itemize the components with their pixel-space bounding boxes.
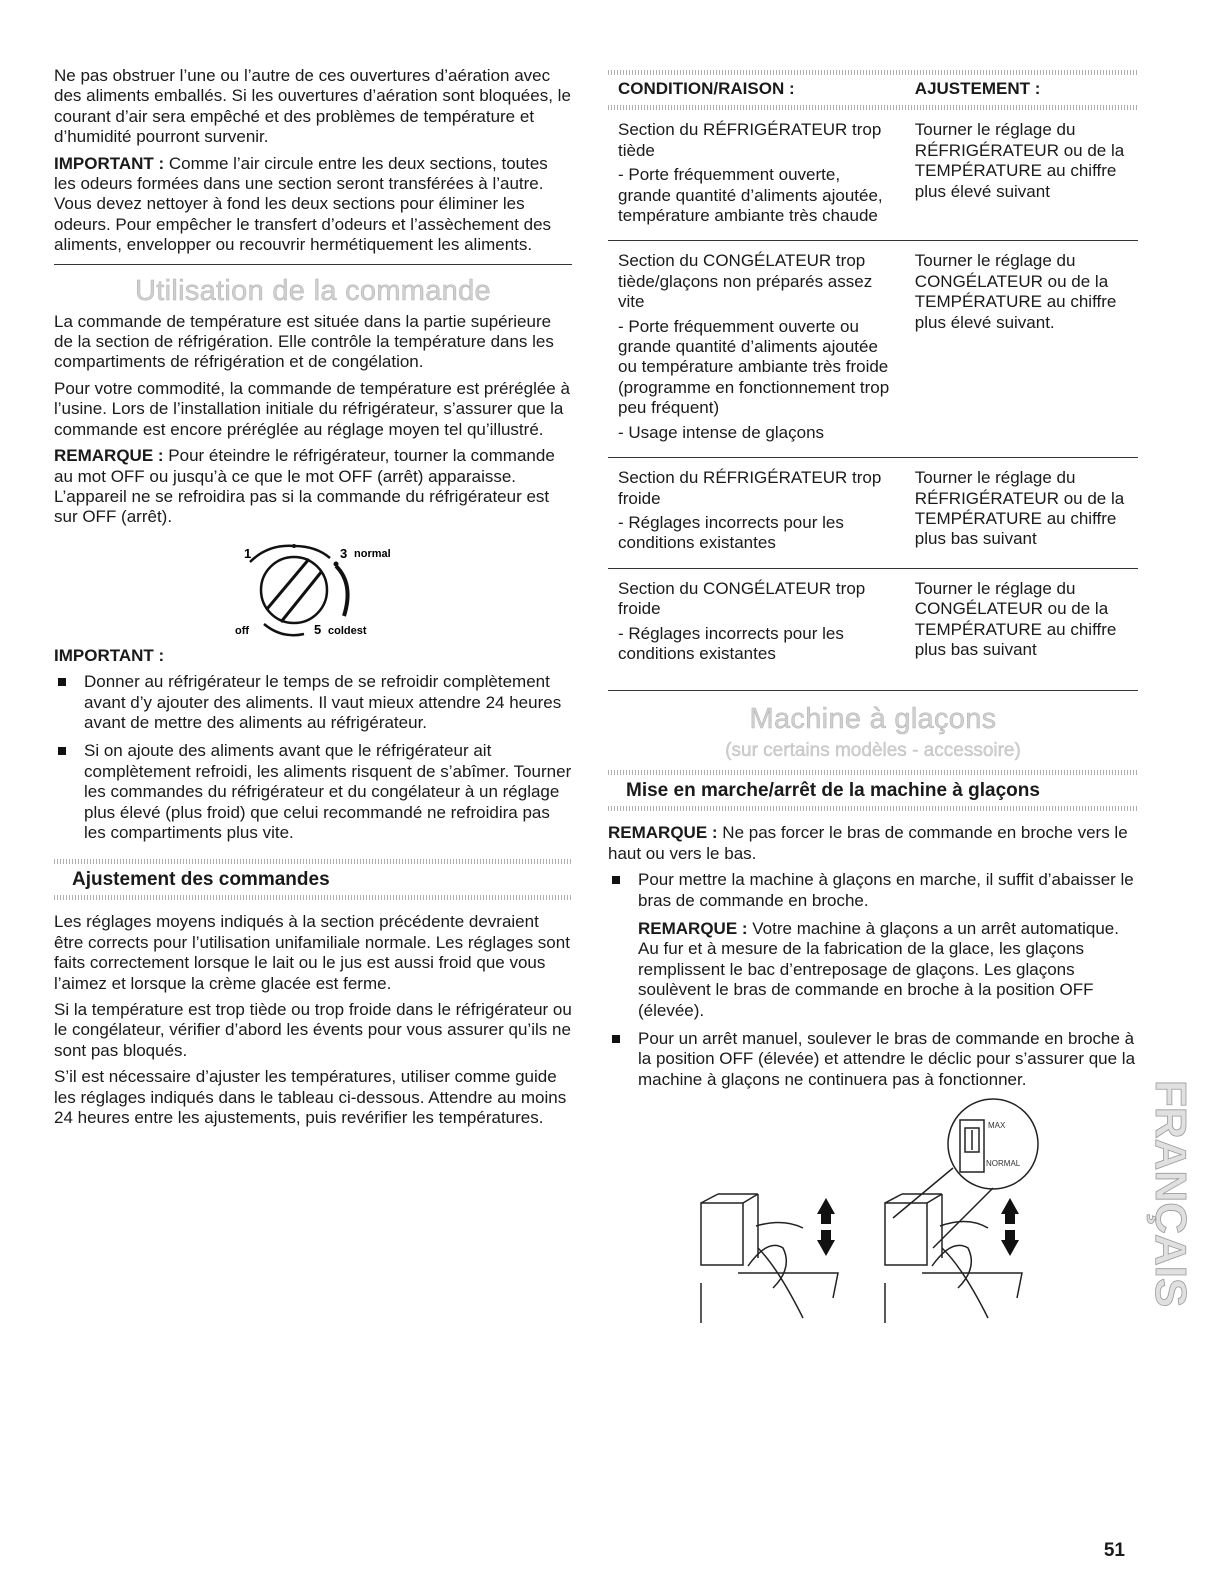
table-row [608, 568, 1138, 691]
table-row [608, 458, 1138, 569]
temperature-dial-illustration [54, 534, 572, 644]
illus-label-max: MAX [988, 1121, 1006, 1131]
icemaker-bullets [608, 870, 1138, 1090]
right-column [608, 70, 1138, 1328]
left-column [54, 66, 572, 1134]
vent-warning-paragraph: Ne pas obstruer l’une ou l’autre de ces ouvertures d’aération avec des aliments emballés. Si les ouvertures d’aération sont bloquées, le courant d’air sera empêché et des problèmes de température et d’humidité pourront survenir. [54, 66, 571, 147]
reason-cell: - Réglages incorrects pour les conditions existantes [618, 512, 844, 553]
condition-cell: Section du RÉFRIGÉRATEUR trop tiède [618, 120, 882, 160]
important-heading: IMPORTANT : [54, 645, 165, 665]
remarque-label: REMARQUE : [54, 446, 164, 466]
language-side-tab [1146, 1080, 1195, 1340]
control-location-paragraph: La commande de température est située dans la partie supérieure de la section de réfrigération. Elle contrôle la température dans les compartiments de réfrigération et de congélation. [54, 311, 554, 372]
icemaker-arm-illustration [608, 1098, 1138, 1328]
dotted-rule [54, 895, 572, 900]
preset-paragraph: Pour votre commodité, la commande de température est préréglée à l’usine. Lors de l’installation initiale du réfrigérateur, s’assurer que la commande est encore préréglée au réglage moyen tel qu’illustré. [54, 378, 570, 439]
table-header-condition: CONDITION/RAISON : [618, 79, 795, 98]
reason-cell: - Porte fréquemment ouverte, grande quantité d’aliments ajoutée, température ambiante très chaude [618, 165, 883, 226]
table-row [608, 110, 1138, 241]
dial-icon [250, 546, 348, 635]
remarque-label: REMARQUE : [608, 823, 718, 843]
section-title-icemaker: Machine à glaçons [749, 703, 997, 736]
bullet-text: Pour mettre la machine à glaçons en marche, il suffit d’abaisser le bras de commande en broche. [638, 870, 1134, 910]
list-item [608, 870, 1138, 1021]
dial-label-coldest: coldest [328, 624, 367, 637]
condition-cell: Section du RÉFRIGÉRATEUR trop froide [618, 468, 882, 508]
dotted-rule [608, 770, 1138, 775]
adjust-paragraph-2: Si la température est trop tiède ou trop froide dans le réfrigérateur ou le congélateur, vérifier d’abord les évents pour vous assurer qu’ils ne sont pas bloqués. [54, 1000, 572, 1060]
dial-label-3: 3 [340, 545, 348, 561]
auto-stop-text: Votre machine à glaçons a un arrêt automatique. Au fur et à mesure de la fabrication de la glace, les glaçons remplissent le bac d’entreposage de glaçons. Les glaçons soulèvent le bras de commande en broche à la position OFF (élevée). [638, 918, 1119, 1020]
icemaker-note-paragraph [608, 823, 1138, 864]
dotted-rule [608, 105, 1138, 110]
important-odors-text: Comme l’air circule entre les deux sections, toutes les odeurs formées dans une section seront transférées à l’autre. Vous devez nettoyer à fond les deux sections pour éliminer les odeurs. Pour empêcher le transfert d’odeurs et l’assèchement des aliments, envelopper ou recouvrir hermétiquement les aliments. [54, 153, 552, 255]
dial-label-off: off [235, 624, 250, 637]
condition-cell: Section du CONGÉLATEUR trop tiède/glaçons non préparés assez vite [618, 251, 873, 312]
reason-cell: - Porte fréquemment ouverte ou grande quantité d’aliments ajoutée ou température ambiante très froide (programme en fonctionnement trop peu fréquent) [618, 316, 890, 418]
adjustment-cell: Tourner le réglage du CONGÉLATEUR ou de la TEMPÉRATURE au chiffre plus bas suivant [914, 578, 1117, 659]
page-number: 51 [1103, 1540, 1125, 1561]
side-tab-label: FRANÇAIS [1146, 1080, 1195, 1308]
important-bullets [54, 672, 572, 843]
adjustment-cell: Tourner le réglage du RÉFRIGÉRATEUR ou de la TEMPÉRATURE au chiffre plus élevé suivant [914, 120, 1125, 201]
table-row [608, 241, 1138, 458]
dial-label-normal: normal [354, 547, 391, 560]
dotted-rule [608, 70, 1138, 75]
divider [54, 264, 572, 265]
dotted-rule [54, 859, 572, 864]
list-item: Donner au réfrigérateur le temps de se refroidir complètement avant d’y ajouter des aliments. Il vaut mieux attendre 24 heures avant de mettre des aliments au réfrigérateur. [54, 672, 572, 733]
auto-stop-note [638, 919, 1138, 1021]
adjustment-table [608, 75, 1138, 691]
illus-label-normal: NORMAL [986, 1159, 1021, 1169]
adjust-paragraph-1: Les réglages moyens indiqués à la section précédente devraient être corrects pour l’utilisation unifamiliale normale. Les réglages sont faits correctement lorsque le lait ou le jus est aussi froid que vous l’aimez et lorsque la crème glacée est ferme. [54, 912, 570, 993]
off-note-paragraph [54, 446, 572, 528]
important-label: IMPORTANT : [54, 153, 165, 173]
list-item: Pour un arrêt manuel, soulever le bras de commande en broche à la position OFF (élevée) et attendre le déclic pour s’assurer que la machine à glaçons ne continuera pas à fonctionner. [608, 1029, 1138, 1090]
section-subtitle-icemaker: (sur certains modèles - accessoire) [725, 740, 1021, 762]
reason-cell: - Réglages incorrects pour les conditions existantes [618, 623, 844, 663]
dial-label-1: 1 [244, 545, 252, 561]
subhead-adjustments: Ajustement des commandes [72, 869, 330, 891]
section-title-control: Utilisation de la commande [135, 274, 491, 307]
dial-label-5: 5 [314, 621, 322, 637]
condition-cell: Section du CONGÉLATEUR trop froide [618, 578, 866, 619]
adjust-paragraph-3: S’il est nécessaire d’ajuster les températures, utiliser comme guide les réglages indiqués dans le tableau ci-dessous. Attendre au moins 24 heures entre les ajustements, puis revérifier les températures. [54, 1067, 567, 1128]
table-header-adjustment: AJUSTEMENT : [914, 79, 1041, 98]
dotted-rule [608, 806, 1138, 811]
reason-cell: - Usage intense de glaçons [618, 422, 825, 442]
subhead-icemaker-onoff: Mise en marche/arrêt de la machine à glaçons [626, 780, 1040, 802]
remarque-label: REMARQUE : [638, 918, 748, 938]
important-odors-paragraph [54, 154, 572, 256]
adjustment-cell: Tourner le réglage du CONGÉLATEUR ou de la TEMPÉRATURE au chiffre plus élevé suivant. [914, 251, 1117, 332]
list-item: Si on ajoute des aliments avant que le réfrigérateur ait complètement refroidi, les aliments risquent de s’abîmer. Tourner les commandes du réfrigérateur et du congélateur à un réglage plus élevé (plus froid) que celui recommandé ne refroidira pas les compartiments plus vite. [54, 741, 572, 843]
off-note-text: Pour éteindre le réfrigérateur, tourner la commande au mot OFF ou jusqu’à ce que le mot OFF (arrêt) apparaisse. L’appareil ne se refroidira pas si la commande du réfrigérateur est sur OFF (arrêt). [54, 446, 555, 527]
adjustment-cell: Tourner le réglage du RÉFRIGÉRATEUR ou de la TEMPÉRATURE au chiffre plus bas suivant [914, 468, 1125, 549]
icemaker-note-text: Ne pas forcer le bras de commande en broche vers le haut ou vers le bas. [608, 823, 1128, 863]
